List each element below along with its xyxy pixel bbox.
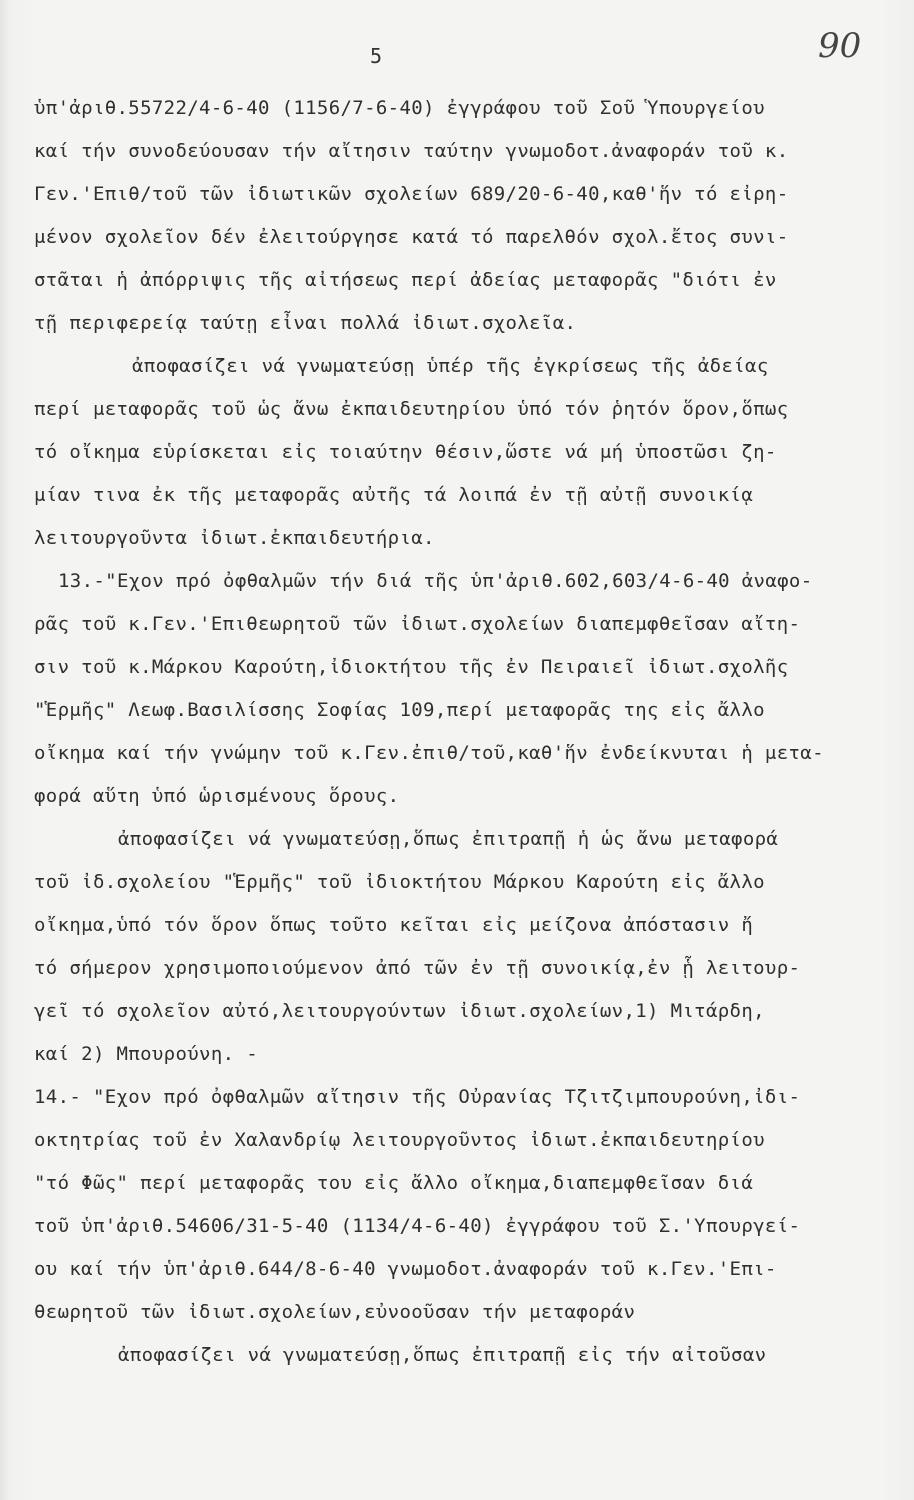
text-line: μένον σχολεῖον δέν ἐλειτούργησε κατά τό παρελθόν σχολ.ἔτος συνι- [34, 226, 789, 248]
text-line: ἀποφασίζει νά γνωματεύσῃ,ὅπως ἐπιτραπῇ εἰς τήν αἰτοῦσαν [118, 1344, 767, 1366]
text-line: λειτουργοῦντα ἰδιωτ.ἐκπαιδευτήρια. [34, 527, 435, 549]
text-line: φορά αὕτη ὑπό ὡρισμένους ὅρους. [34, 785, 400, 807]
text-line: ου καί τήν ὑπ'ἀριθ.644/8-6-40 γνωμοδοτ.ἀναφοράν τοῦ κ.Γεν.'Επι- [34, 1258, 777, 1280]
text-line: θεωρητοῦ τῶν ἰδιωτ.σχολείων,εὐνοοῦσαν τήν μεταφοράν [34, 1301, 636, 1323]
text-line: οἴκημα,ὑπό τόν ὅρον ὅπως τοῦτο κεῖται εἰς μείζονα ἀπόστασιν ἤ [34, 914, 754, 936]
text-line: καί 2) Μπουρούνη. - [34, 1043, 258, 1065]
text-line: ὑπ'ἀριθ.55722/4-6-40 (1156/7-6-40) ἐγγράφου τοῦ Σοῦ Ὑπουργείου [34, 97, 765, 119]
text-line: "Ἑρμῆς" Λεωφ.Βασιλίσσης Σοφίας 109,περί μεταφορᾶς της εἰς ἄλλο [34, 699, 765, 721]
text-line: 13.-"Εχον πρό ὀφθαλμῶν τήν διά τῆς ὑπ'ἀριθ.602,603/4-6-40 ἀναφο- [58, 570, 813, 592]
handwritten-folio-number: 90 [818, 26, 862, 66]
text-line: περί μεταφορᾶς τοῦ ὡς ἄνω ἐκπαιδευτηρίου ὑπό τόν ῥητόν ὅρον,ὅπως [34, 398, 789, 420]
text-line: τοῦ ἰδ.σχολείου "Ἑρμῆς" τοῦ ἰδιοκτήτου Μάρκου Καρούτη εἰς ἄλλο [34, 871, 765, 893]
text-line: 14.- "Εχον πρό ὀφθαλμῶν αἴτησιν τῆς Οὐρανίας Τζιτζιμπουρούνη,ἰδι- [34, 1086, 801, 1108]
text-line: ἀποφασίζει νά γνωματεύσῃ ὑπέρ τῆς ἐγκρίσεως τῆς ἀδείας [132, 355, 769, 377]
text-line: οἴκημα καί τήν γνώμην τοῦ κ.Γεν.ἐπιθ/τοῦ,καθ'ἥν ἐνδείκνυται ἡ μετα- [34, 742, 824, 764]
text-line: ἀποφασίζει νά γνωματεύσῃ,ὅπως ἐπιτραπῇ ἡ ὡς ἄνω μεταφορά [118, 828, 779, 850]
text-line: τό σήμερον χρησιμοποιούμενον ἀπό τῶν ἐν τῇ συνοικίᾳ,ἐν ᾗ λειτουρ- [34, 957, 801, 979]
text-line: μίαν τινα ἐκ τῆς μεταφορᾶς αὐτῆς τά λοιπά ἐν τῇ αὐτῇ συνοικίᾳ [34, 484, 754, 506]
text-line: ρᾶς τοῦ κ.Γεν.'Επιθεωρητοῦ τῶν ἰδιωτ.σχολείων διαπεμφθεῖσαν αἴτη- [34, 613, 801, 635]
text-line: Γεν.'Επιθ/τοῦ τῶν ἰδιωτικῶν σχολείων 689/20-6-40,καθ'ἥν τό εἰρη- [34, 183, 789, 205]
text-line: οκτητρίας τοῦ ἐν Χαλανδρίῳ λειτουργοῦντος ἰδιωτ.ἐκπαιδευτηρίου [34, 1129, 765, 1151]
text-line: τό οἴκημα εὑρίσκεται εἰς τοιαύτην θέσιν,ὥστε νά μή ὑποστῶσι ζη- [34, 441, 777, 463]
text-line: "τό Φῶς" περί μεταφορᾶς του εἰς ἄλλο οἴκημα,διαπεμφθεῖσαν διά [34, 1172, 754, 1194]
text-line: τοῦ ὑπ'ἀριθ.54606/31-5-40 (1134/4-6-40) ἐγγράφου τοῦ Σ.'Υπουργεί- [34, 1215, 801, 1237]
page-number: 5 [370, 44, 383, 68]
text-line: σιν τοῦ κ.Μάρκου Καρούτη,ἰδιοκτήτου τῆς ἐν Πειραιεῖ ἰδιωτ.σχολῆς [34, 656, 789, 678]
text-line: καί τήν συνοδεύουσαν τήν αἴτησιν ταύτην γνωμοδοτ.ἀναφοράν τοῦ κ. [34, 140, 789, 162]
text-line: τῇ περιφερείᾳ ταύτῃ εἶναι πολλά ἰδιωτ.σχολεῖα. [34, 312, 577, 334]
text-line: γεῖ τό σχολεῖον αὐτό,λειτουργούντων ἰδιωτ.σχολείων,1) Μιτάρδη, [34, 1000, 765, 1022]
text-line: στᾶται ἡ ἀπόρριψις τῆς αἰτήσεως περί ἀδείας μεταφορᾶς "διότι ἐν [34, 269, 777, 291]
